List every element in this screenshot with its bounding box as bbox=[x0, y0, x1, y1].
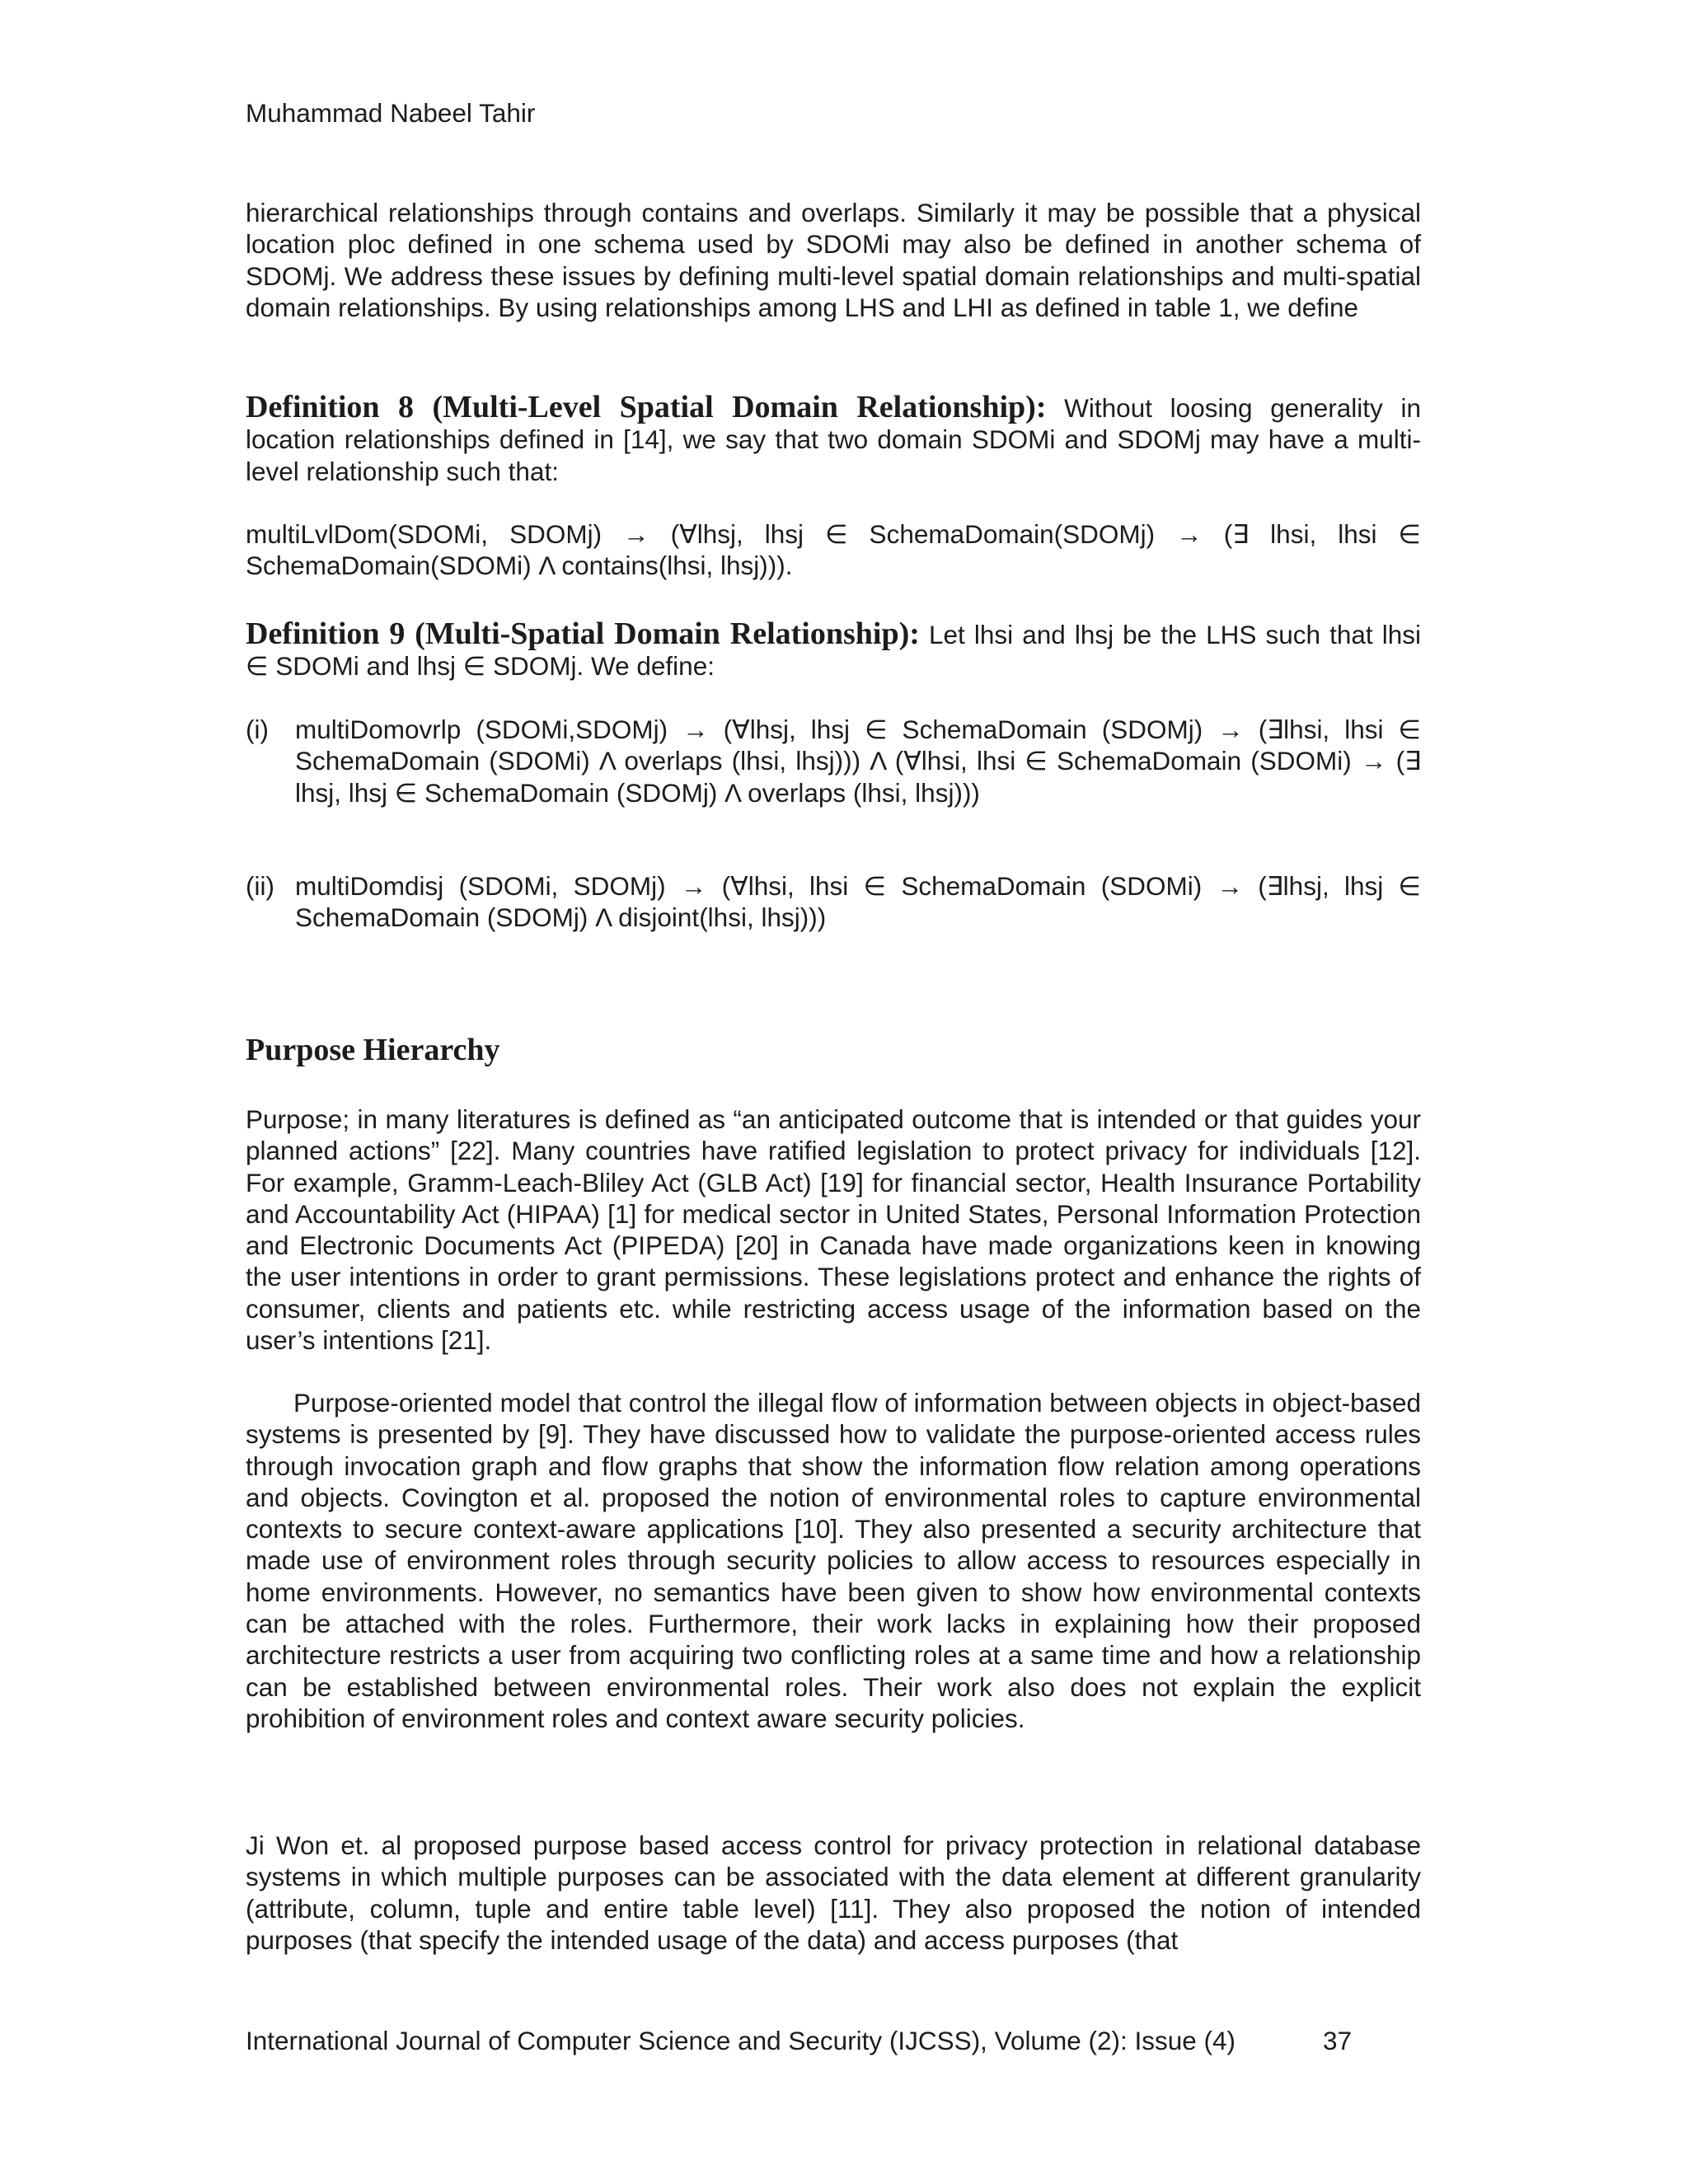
section-paragraph-1: Purpose; in many literatures is defined as “an anticipated outcome that is intended or that guides your planned actions” [22]. Many countries have ratified legislation to protect privacy for individuals [12]. For example, Gramm-Leach-Bliley Act (GLB Act) [19] for financial sector, Health Insurance Portability and Accountability Act (HIPAA) [1] for medical sector in United States, Personal Information Protection and Electronic Documents Act (PIPEDA) [20] in Canada have made organizations keen in knowing the user intentions in order to grant permissions. These legislations protect and enhance the rights of consumer, clients and patients etc. while restricting access usage of the information based on the user’s intentions [21]. bbox=[246, 1104, 1421, 1356]
item-number: (ii) bbox=[246, 871, 274, 901]
definition-8 bbox=[246, 391, 1421, 487]
definition-8-formula: multiLvlDom(SDOMi, SDOMj) → (∀lhsj, lhsj ∈ SchemaDomain(SDOMj) → (∃ lhsi, lhsi ∈ SchemaDomain(SDOMi) Λ contains(lhsi, lhsj))). bbox=[246, 519, 1421, 581]
section-paragraph-3: Ji Won et. al proposed purpose based access control for privacy protection in relational database systems in which multiple purposes can be associated with the data element at different granularity (attribute, column, tuple and entire table level) [11]. They also proposed the notion of intended purposes (that specify the intended usage of the data) and access purposes (that bbox=[246, 1830, 1421, 1955]
item-formula: multiDomdisj (SDOMi, SDOMj) → (∀lhsi, lhsi ∈ SchemaDomain (SDOMi) → (∃lhsj, lhsj ∈ SchemaDomain (SDOMj) Λ disjoint(lhsi, lhsj))) bbox=[295, 871, 1421, 933]
definition-9-text: Let lhsi and lhsj be the LHS such that lhsi ∈ SDOMi and lhsj ∈ SDOMj. We define: bbox=[246, 620, 1421, 682]
definition-9-item-i bbox=[246, 714, 1421, 808]
definition-8-text: Without loosing generality in location relationships defined in [14], we say that two domain SDOMi and SDOMj may have a multi-level relationship such that: bbox=[246, 393, 1422, 486]
intro-paragraph: hierarchical relationships through contains and overlaps. Similarly it may be possible that a physical location ploc defined in one schema used by SDOMi may also be defined in another schema of SDOMj. We address these issues by defining multi-level spatial domain relationships and multi-spatial domain relationships. By using relationships among LHS and LHI as defined in table 1, we define bbox=[246, 198, 1421, 322]
item-number: (i) bbox=[246, 715, 269, 744]
definition-9-item-ii bbox=[246, 870, 1421, 934]
definition-9-title: Definition 9 (Multi-Spatial Domain Relationship): bbox=[246, 616, 920, 651]
section-paragraph-2: Purpose-oriented model that control the illegal flow of information between objects in object-based systems is presented by [9]. They have discussed how to validate the purpose-oriented access rules through invocation graph and flow graphs that show the information flow relation among operations and objects. Covington et al. proposed the notion of environmental roles to capture environmental contexts to secure context-aware applications [10]. They also presented a security architecture that made use of environment roles through security policies to allow access to resources especially in home environments. However, no semantics have been given to show how environmental contexts can be attached with the roles. Furthermore, their work lacks in explaining how their proposed architecture restricts a user from acquiring two conflicting roles at a same time and how a relationship can be established between environmental roles. Their work also does not explain the explicit prohibition of environment roles and context aware security policies. bbox=[246, 1388, 1421, 1733]
page-footer bbox=[246, 2025, 1424, 2056]
item-formula: multiDomovrlp (SDOMi,SDOMj) → (∀lhsj, lhsj ∈ SchemaDomain (SDOMj) → (∃lhsi, lhsi ∈ SchemaDomain (SDOMi) Λ overlaps (lhsi, lhsj))) Λ (∀lhsi, lhsi ∈ SchemaDomain (SDOMi) → (∃ lhsj, lhsj ∈ SchemaDomain (SDOMj) Λ overlaps (lhsi, lhsj))) bbox=[295, 715, 1421, 808]
running-header-author: Muhammad Nabeel Tahir bbox=[246, 98, 536, 128]
footer-journal: International Journal of Computer Science and Security (IJCSS), Volume (2): Issue (4) bbox=[246, 2026, 1236, 2055]
definition-9 bbox=[246, 618, 1421, 682]
page-number: 37 bbox=[1322, 2026, 1352, 2055]
section-heading: Purpose Hierarchy bbox=[246, 1033, 500, 1067]
definition-8-title: Definition 8 (Multi-Level Spatial Domain Relationship): bbox=[246, 390, 1047, 424]
